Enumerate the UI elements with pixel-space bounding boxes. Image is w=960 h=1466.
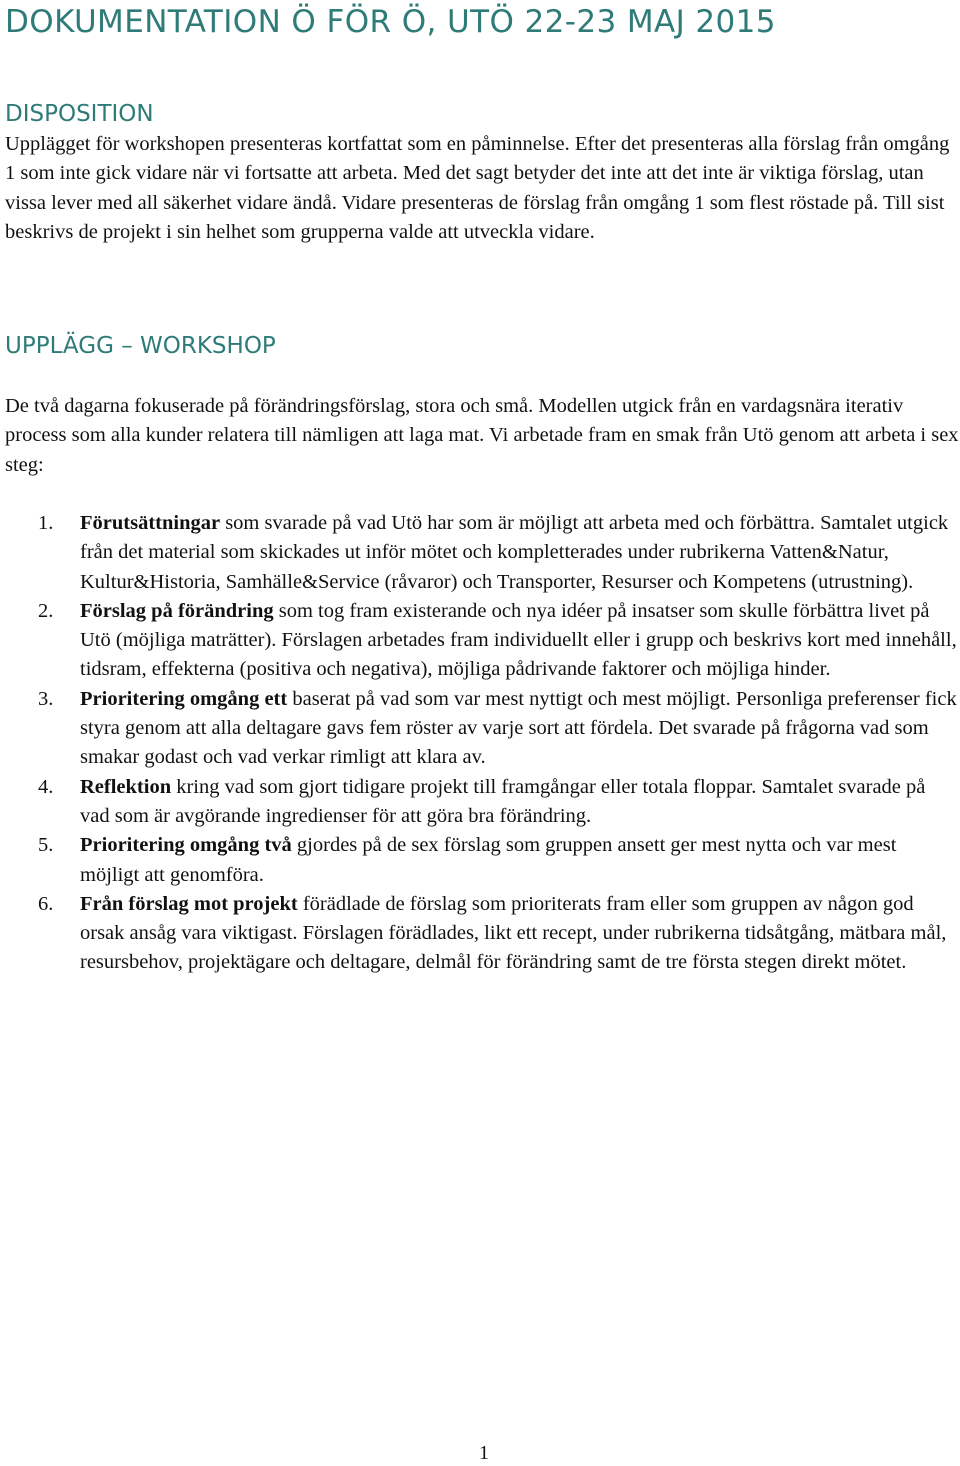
disposition-paragraph: Upplägget för workshopen presenteras kortfattat som en påminnelse. Efter det presenteras alla förslag från omgång 1 som inte gick vidare när vi fortsatte att arbeta. Med det sagt betyder det inte att det inte är viktiga förslag, utan vissa lever med all säkerhet vidare ändå. Vidare presenteras de förslag från omgång 1 som flest röstade på. Till sist beskrivs de projekt i sin helhet som grupperna valde att utveckla vidare. bbox=[5, 133, 950, 243]
step-text: som svarade på vad Utö har som är möjligt att arbeta med och förbättra. Samtalet utgick från det material som skickades ut inför mötet och kompletterades under rubrikerna Vatten&Natur, Kultur&Historia, Samhälle&Service (råvaror) och Transporter, Resurser och Kompetens (utrustning). bbox=[80, 512, 949, 593]
step-text: förädlade de förslag som prioriterats fram eller som gruppen av någon god orsak ansåg vara viktigast. Förslagen förädlades, likt ett recept, under rubrikerna tidsåtgång, mätbara mål, resursbehov, projektägare och deltagare, delmål för förändring samt de tre första stegen direkt mötet. bbox=[80, 892, 947, 974]
disposition-heading: DISPOSITION bbox=[5, 101, 154, 127]
step-number: 6. bbox=[38, 892, 54, 915]
step-label: Förutsättningar bbox=[80, 512, 221, 534]
workshop-intro-paragraph: De två dagarna fokuserade på förändringsförslag, stora och små. Modellen utgick från en vardagsnära iterativ process som alla kunder relatera till nämligen att laga mat. Vi arbetade fram en smak från Utö genom att arbeta i sex steg: bbox=[5, 395, 959, 476]
step-text: baserat på vad som var mest nyttigt och mest möjligt. Personliga preferenser fick styra genom att alla deltagare gavs fem röster av varje sort att fördela. Det svarade på frågorna vad som smakar godast och vad verkar rimligt att klara av. bbox=[80, 687, 957, 769]
step-label: Prioritering omgång två bbox=[80, 834, 292, 857]
step-item-2 bbox=[0, 597, 960, 685]
step-item-4 bbox=[0, 773, 960, 832]
step-number: 4. bbox=[38, 775, 54, 798]
workshop-heading: UPPLÄGG – WORKSHOP bbox=[5, 333, 276, 359]
step-text: gjordes på de sex förslag som gruppen ansett ger mest nytta och var mest möjligt att genomföra. bbox=[80, 834, 897, 886]
step-label: Prioritering omgång ett bbox=[80, 687, 288, 710]
step-text: som tog fram existerande och nya idéer på insatser som skulle förbättra livet på Utö (möjliga maträtter). Förslagen arbetades fram individuellt eller i grupp och beskrivs kort med innehåll, tidsram, effekterna (positiva och negativa), möjliga pådrivande faktorer och möjliga hinder. bbox=[80, 599, 957, 681]
page-number: 1 bbox=[479, 1442, 489, 1464]
workshop-steps-list bbox=[0, 509, 960, 978]
step-number: 2. bbox=[38, 599, 54, 622]
step-number: 3. bbox=[38, 687, 54, 710]
step-label: Förslag på förändring bbox=[80, 599, 274, 622]
step-number: 1. bbox=[38, 512, 54, 534]
document-title: DOKUMENTATION Ö FÖR Ö, UTÖ 22-23 MAJ 2015 bbox=[5, 4, 776, 40]
step-number: 5. bbox=[38, 834, 54, 857]
step-item-3 bbox=[0, 685, 960, 773]
step-item-6 bbox=[0, 890, 960, 978]
step-text: kring vad som gjort tidigare projekt till framgångar eller totala floppar. Samtalet svarade på vad som är avgörande ingredienser för att göra bra förändring. bbox=[80, 775, 926, 827]
step-label: Från förslag mot projekt bbox=[80, 892, 298, 915]
step-item-1 bbox=[0, 509, 960, 597]
step-label: Reflektion bbox=[80, 775, 172, 798]
step-item-5 bbox=[0, 831, 960, 890]
